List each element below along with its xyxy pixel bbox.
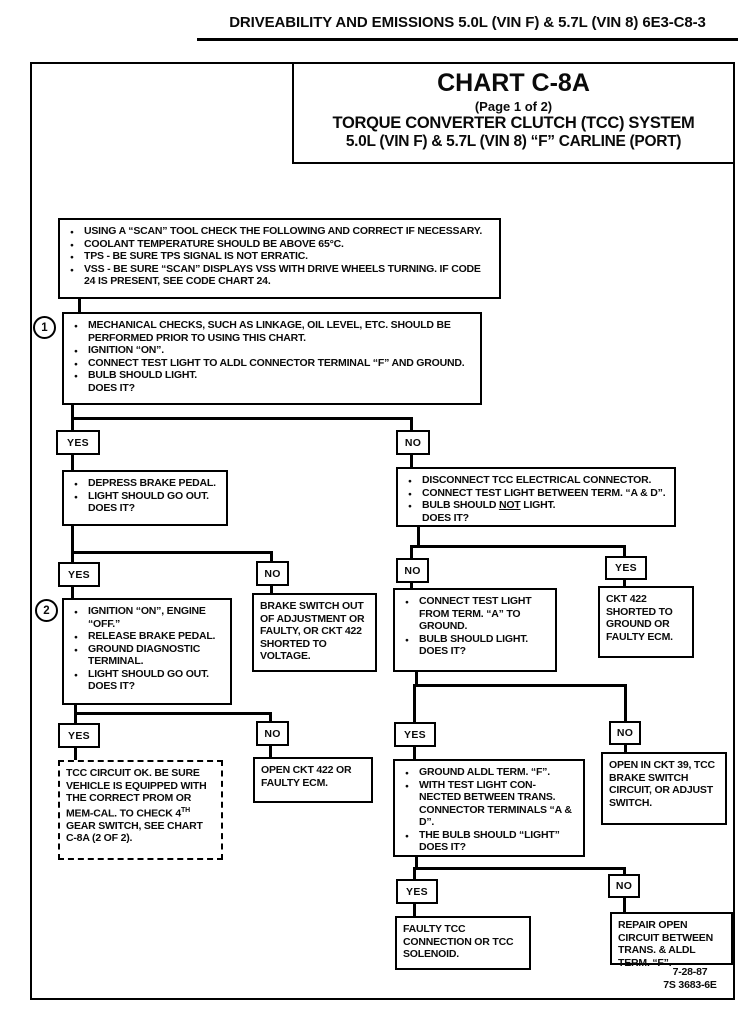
yes-label-1: YES: [56, 430, 100, 455]
item-text: IGNITION “ON”, ENGINE “OFF.”: [88, 605, 206, 630]
item-text: RELEASE BRAKE PEDAL.: [88, 630, 216, 642]
no-label-1: NO: [396, 430, 430, 455]
question-line: [401, 645, 549, 658]
item-text: GROUND ALDL TERM. “F”.: [419, 766, 550, 778]
disconnect-tcc-box: [396, 467, 676, 527]
checklist-item: [70, 605, 224, 630]
question-line: [70, 502, 220, 515]
checklist-item: [70, 369, 474, 382]
checklist-item: [401, 633, 549, 646]
scan-notes-box: [58, 218, 501, 299]
connector-line: [71, 454, 74, 470]
item-text: DOES IT?: [419, 841, 466, 853]
step-2-marker: 2: [35, 599, 58, 622]
bulb-text-pre: BULB SHOULD: [422, 499, 499, 511]
item-text: DOES IT?: [88, 680, 135, 692]
no-label-3: NO: [396, 558, 429, 583]
connector-line: [413, 867, 626, 870]
result-text-pre: TCC CIRCUIT OK. BE SURE VEHICLE IS EQUIPPED WITH THE CORRECT PROM OR MEM-CAL. TO CHECK 4: [66, 767, 207, 819]
item-text: DOES IT?: [88, 502, 135, 514]
item-text: IGNITION “ON”.: [88, 344, 164, 356]
step2-box: [62, 598, 232, 705]
yes-label-6: YES: [396, 879, 438, 904]
page-header: DRIVEABILITY AND EMISSIONS 5.0L (VIN F) & 5.7L (VIN 8) 6E3-C8-3: [229, 14, 706, 31]
checklist-item: [70, 490, 220, 503]
ckt422-shorted-box: [598, 586, 694, 658]
item-text: DOES IT?: [88, 381, 135, 394]
item-text: THE BULB SHOULD “LIGHT”: [419, 828, 560, 841]
footer-date: 7-28-87: [672, 966, 708, 978]
step1-box: [62, 312, 482, 405]
checklist-item: [66, 250, 493, 263]
no-label-4: NO: [256, 721, 289, 746]
open-ckt422-box: [253, 757, 373, 803]
item-text: CONNECT TEST LIGHT BETWEEN TERM. “A & D”.: [422, 486, 666, 499]
checklist-item: [401, 766, 577, 779]
connector-line: [71, 551, 273, 554]
item-text: WITH TEST LIGHT CON-NECTED BETWEEN TRANS. CONNECTOR TERMINALS “A & D”.: [419, 778, 572, 828]
checklist-item: [70, 630, 224, 643]
open-ckt39-box: [601, 752, 727, 825]
connector-line: [410, 417, 413, 430]
item-text: LIGHT SHOULD GO OUT.: [88, 667, 209, 680]
yes-label-3: YES: [605, 556, 647, 580]
title-block: [292, 62, 735, 164]
checklist-item: [66, 263, 493, 288]
connector-line: [71, 417, 74, 430]
bulb-not-underlined: NOT: [498, 499, 521, 511]
connector-line: [71, 525, 74, 554]
connector-line: [74, 747, 77, 760]
checklist-item: [401, 829, 577, 842]
connector-line: [410, 454, 413, 467]
yes-label-4: YES: [58, 723, 100, 748]
faulty-tcc-box: [395, 916, 531, 970]
checklist-item: [70, 643, 224, 668]
connector-line: [78, 298, 81, 312]
checklist-item: [404, 474, 668, 487]
question-line: [404, 512, 668, 525]
item-text: CONNECT TEST LIGHT TO ALDL CONNECTOR TERMINAL “F” AND GROUND.: [88, 356, 465, 369]
connector-line: [413, 684, 627, 687]
step-1-marker: 1: [33, 316, 56, 339]
depress-brake-box: [62, 470, 228, 526]
header-rule: [197, 38, 738, 41]
connector-line: [413, 903, 416, 917]
connector-line: [74, 712, 272, 715]
result-text: OPEN IN CKT 39, TCC BRAKE SWITCH CIRCUIT, OR ADJUST SWITCH.: [609, 759, 715, 809]
checklist-item: [70, 668, 224, 681]
yes-label-2: YES: [58, 562, 100, 587]
question-line: [401, 841, 577, 854]
connector-line: [624, 684, 627, 721]
tcc-ok-box: [58, 760, 223, 860]
system-title: TORQUE CONVERTER CLUTCH (TCC) SYSTEM: [332, 114, 695, 132]
connector-line: [71, 417, 413, 420]
connector-line: [413, 684, 416, 722]
item-text: DEPRESS BRAKE PEDAL.: [88, 477, 216, 489]
checklist-item: [70, 357, 474, 370]
chart-title: CHART C-8A: [437, 69, 590, 97]
checklist-item: [404, 499, 668, 512]
engine-title: 5.0L (VIN F) & 5.7L (VIN 8) “F” CARLINE (PORT): [345, 133, 682, 150]
checklist-item: [66, 225, 493, 238]
footer-block: [645, 966, 735, 991]
item-text: BULB SHOULD LIGHT.: [88, 369, 197, 381]
result-text: OPEN CKT 422 OR FAULTY ECM.: [261, 764, 352, 789]
checklist-item: [70, 344, 474, 357]
connector-line: [410, 545, 413, 559]
result-text: FAULTY TCC CONNECTION OR TCC SOLENOID.: [403, 923, 514, 960]
checklist-item: [401, 779, 577, 829]
item-text: DISCONNECT TCC ELECTRICAL CONNECTOR.: [422, 474, 652, 486]
checklist-item: [401, 595, 549, 633]
no-label-5: NO: [609, 721, 641, 745]
item-text: USING A “SCAN” TOOL CHECK THE FOLLOWING AND CORRECT IF NECESSARY.: [84, 225, 483, 237]
item-text: DOES IT?: [422, 511, 469, 524]
repair-open-box: [610, 912, 733, 969]
yes-label-5: YES: [394, 722, 436, 747]
question-line: [70, 680, 224, 693]
item-text: MECHANICAL CHECKS, SUCH AS LINKAGE, OIL LEVEL, ETC. SHOULD BE PERFORMED PRIOR TO USING THIS CHART.: [88, 319, 451, 344]
result-text-post: GEAR SWITCH, SEE CHART C-8A (2 OF 2).: [66, 819, 203, 844]
connect-test-light-box: [393, 588, 557, 672]
result-text: CKT 422 SHORTED TO GROUND OR FAULTY ECM.: [606, 593, 673, 643]
item-text: COOLANT TEMPERATURE SHOULD BE ABOVE 65°C.: [84, 237, 344, 250]
connector-line: [624, 744, 627, 752]
result-text: BRAKE SWITCH OUT OF ADJUSTMENT OR FAULTY, OR CKT 422 SHORTED TO VOLTAGE.: [260, 600, 365, 662]
checklist-item: [404, 487, 668, 500]
no-label-6: NO: [608, 874, 640, 898]
checklist-item: [70, 477, 220, 490]
checklist-item: [70, 319, 474, 344]
connector-line: [623, 897, 626, 913]
item-text: CONNECT TEST LIGHT FROM TERM. “A” TO GROUND.: [419, 595, 532, 632]
result-text-sup: TH: [181, 806, 190, 814]
connector-line: [410, 545, 626, 548]
connector-line: [413, 746, 416, 759]
checklist-item: [66, 238, 493, 251]
item-text: DOES IT?: [419, 645, 466, 657]
brake-switch-box: [252, 593, 377, 672]
no-label-2: NO: [256, 561, 289, 586]
item-text: BULB SHOULD LIGHT.: [419, 632, 528, 645]
bulb-text-post: LIGHT.: [520, 499, 556, 511]
footer-doc-number: 7S 3683-6E: [663, 978, 717, 991]
page-note: (Page 1 of 2): [474, 99, 553, 114]
question-line: [70, 382, 474, 395]
connector-line: [269, 745, 272, 757]
item-text: VSS - BE SURE “SCAN” DISPLAYS VSS WITH DRIVE WHEELS TURNING. IF CODE 24 IS PRESENT, SEE CODE CHART 24.: [84, 262, 481, 287]
ground-aldl-box: [393, 759, 585, 857]
item-text: LIGHT SHOULD GO OUT.: [88, 489, 209, 502]
item-text: TPS - BE SURE TPS SIGNAL IS NOT ERRATIC.: [84, 250, 308, 262]
item-text: GROUND DIAGNOSTIC TERMINAL.: [88, 642, 201, 667]
result-text: REPAIR OPEN CIRCUIT BETWEEN TRANS. & ALDL TERM. “F”.: [618, 919, 713, 969]
